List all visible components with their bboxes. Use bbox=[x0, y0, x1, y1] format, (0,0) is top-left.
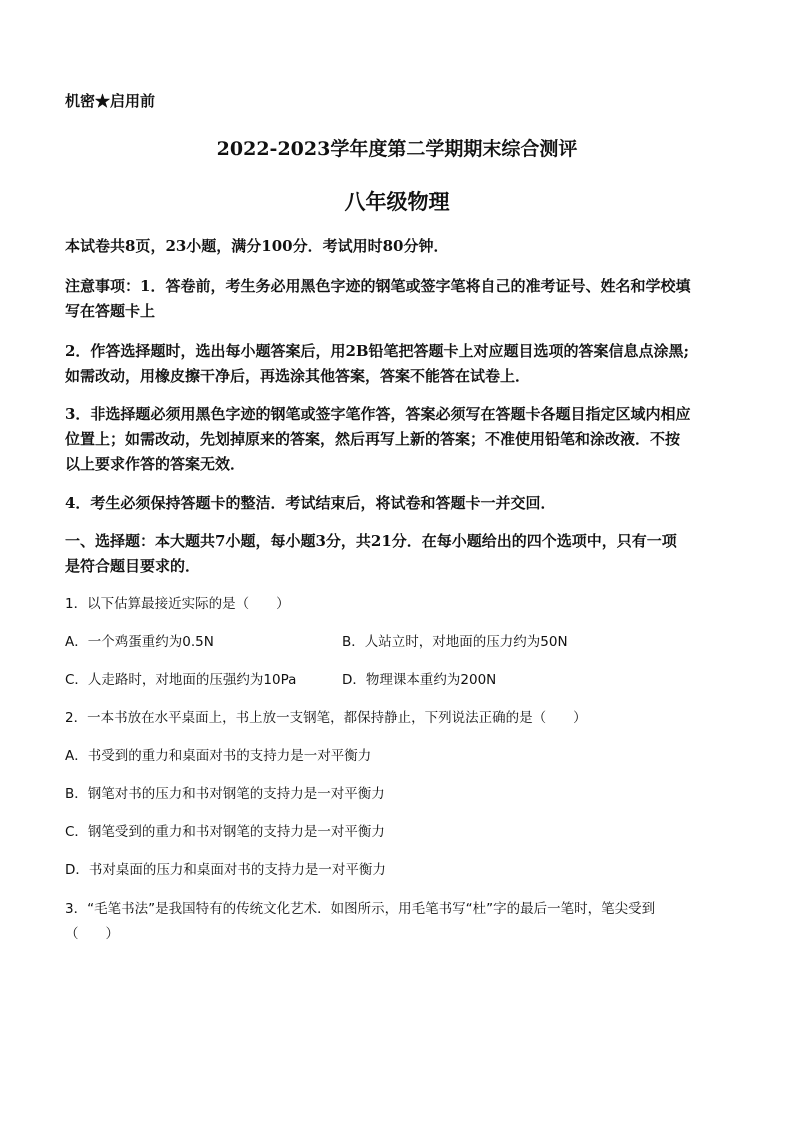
confidential-label: 机密★启用前 bbox=[65, 92, 156, 110]
notes-item-1-cont: 写在答题卡上 bbox=[65, 302, 156, 320]
notes-item-4: 4．考生必须保持答题卡的整洁．考试结束后，将试卷和答题卡一并交回． bbox=[65, 494, 556, 512]
question-1-option-b: B．人站立时，对地面的压力约为50N bbox=[342, 634, 568, 650]
question-2-stem: 2．一本书放在水平桌面上，书上放一支钢笔，都保持静止，下列说法正确的是（ ） bbox=[65, 710, 587, 726]
question-2-option-d: D．书对桌面的压力和桌面对书的支持力是一对平衡力 bbox=[65, 862, 386, 878]
question-1-option-c: C．人走路时，对地面的压强约为10Pa bbox=[65, 672, 297, 688]
question-3-stem-cont: （ ） bbox=[65, 926, 119, 942]
notes-item-2-cont: 如需改动，用橡皮擦干净后，再选涂其他答案，答案不能答在试卷上． bbox=[65, 367, 531, 385]
exam-intro: 本试卷共8页，23小题，满分100分．考试用时80分钟． bbox=[65, 237, 449, 255]
question-3-stem: 3．“毛笔书法”是我国特有的传统文化艺术．如图所示，用毛笔书写“杜”字的最后一笔时，笔尖受到 bbox=[65, 901, 656, 917]
question-2-option-a: A．书受到的重力和桌面对书的支持力是一对平衡力 bbox=[65, 748, 372, 764]
notes-item-3: 3．非选择题必须用黑色字迹的钢笔或签字笔作答，答案必须写在答题卡各题目指定区域内相应 bbox=[65, 405, 691, 423]
question-1-option-a: A．一个鸡蛋重约为0.5N bbox=[65, 634, 214, 650]
notes-item-3-cont2: 以上要求作答的答案无效． bbox=[65, 455, 246, 473]
notes-item-1: 注意事项：1．答卷前，考生务必用黑色字迹的钢笔或签字笔将自己的准考证号、姓名和学校填 bbox=[65, 277, 691, 295]
question-1-option-d: D．物理课本重约为200N bbox=[342, 672, 497, 688]
section-heading-cont: 是符合题目要求的． bbox=[65, 557, 201, 575]
exam-title: 2022-2023学年度第二学期期末综合测评 bbox=[216, 138, 578, 160]
notes-item-3-cont1: 位置上；如需改动，先划掉原来的答案，然后再写上新的答案；不准使用铅笔和涂改液．不按 bbox=[65, 430, 681, 448]
question-2-option-b: B．钢笔对书的压力和书对钢笔的支持力是一对平衡力 bbox=[65, 786, 385, 802]
question-2-option-c: C．钢笔受到的重力和书对钢笔的支持力是一对平衡力 bbox=[65, 824, 385, 840]
section-heading: 一、选择题：本大题共7小题，每小题3分，共21分．在每小题给出的四个选项中，只有一项 bbox=[65, 532, 677, 550]
question-1-stem: 1．以下估算最接近实际的是（ ） bbox=[65, 596, 290, 612]
notes-item-2: 2．作答选择题时，选出每小题答案后，用2B铅笔把答题卡上对应题目选项的答案信息点涂黑; bbox=[65, 342, 690, 360]
exam-subtitle: 八年级物理 bbox=[344, 189, 450, 214]
